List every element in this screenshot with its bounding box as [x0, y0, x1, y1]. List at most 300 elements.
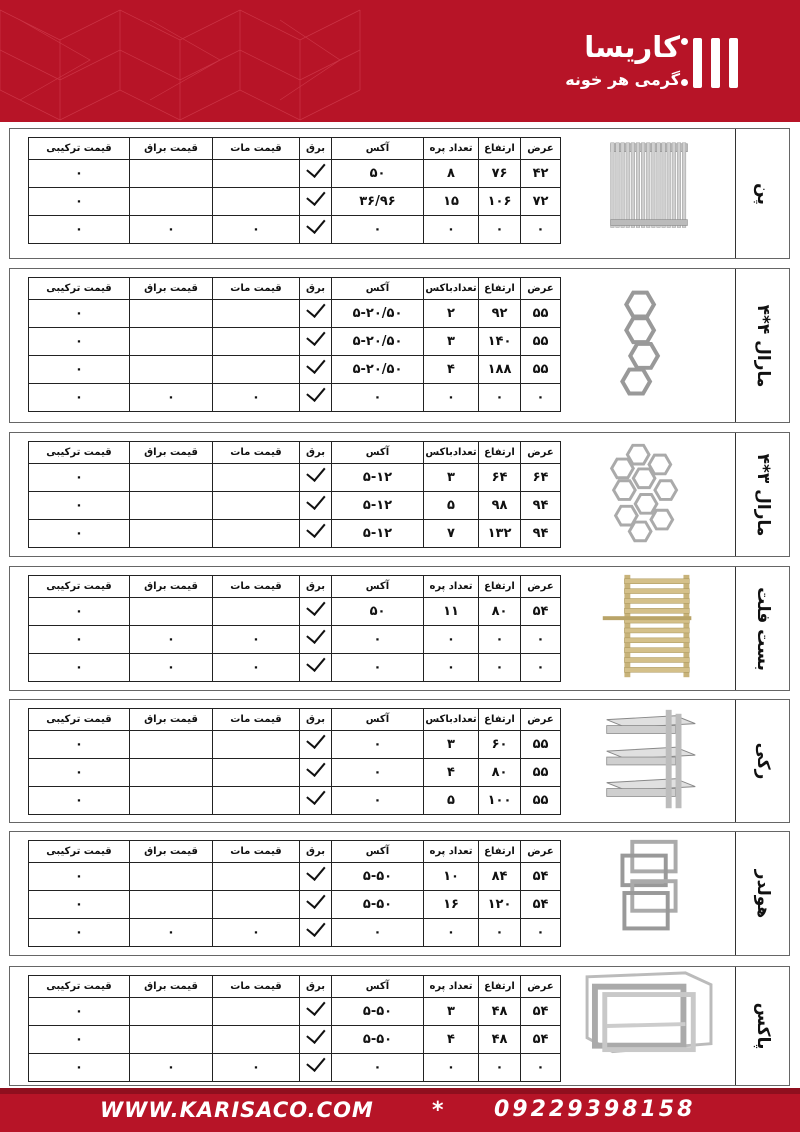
- table-cell: ۰: [213, 1054, 300, 1082]
- product-name-cell: [735, 967, 789, 1085]
- checkmark-icon: [300, 356, 332, 384]
- column-header: ارتفاع: [479, 442, 521, 464]
- table-cell: [213, 356, 300, 384]
- table-cell: ۵-۲۰/۵۰: [332, 356, 424, 384]
- checkmark-icon: [300, 787, 332, 815]
- checkmark-icon: [300, 328, 332, 356]
- spec-table: [28, 137, 561, 244]
- spec-table: [28, 441, 561, 548]
- column-header: قیمت براق: [130, 841, 213, 863]
- table-cell: [213, 891, 300, 919]
- table-cell: ۴: [424, 356, 479, 384]
- phone-number[interactable]: 09229398158: [494, 1097, 696, 1122]
- checkmark-icon: [306, 492, 325, 510]
- checkmark-icon: [306, 216, 325, 234]
- table-cell: ۱۵: [424, 188, 479, 216]
- table-cell: ۵: [424, 787, 479, 815]
- table-cell: [213, 300, 300, 328]
- table-cell: ۸۰: [479, 598, 521, 626]
- checkmark-icon: [306, 863, 325, 881]
- column-header: قیمت مات: [213, 576, 300, 598]
- table-cell: ۱۰۶: [479, 188, 521, 216]
- table-cell: ۵-۲۰/۵۰: [332, 300, 424, 328]
- column-header: ارتفاع: [479, 138, 521, 160]
- column-header: ارتفاع: [479, 976, 521, 998]
- checkmark-icon: [300, 998, 332, 1026]
- table-cell: ۵۴: [521, 998, 561, 1026]
- table-cell: ۰: [29, 520, 130, 548]
- table-cell: ۰: [521, 919, 561, 947]
- table-cell: [130, 188, 213, 216]
- spec-table: [28, 975, 561, 1082]
- checkmark-icon: [300, 891, 332, 919]
- column-header: قیمت ترکیبی: [29, 442, 130, 464]
- column-header: برق: [300, 576, 332, 598]
- column-header: قیمت ترکیبی: [29, 709, 130, 731]
- table-cell: [130, 863, 213, 891]
- table-row: [29, 759, 561, 787]
- table-cell: ۰: [29, 654, 130, 682]
- table-cell: ۰: [29, 216, 130, 244]
- table-cell: ۵۴: [521, 1026, 561, 1054]
- table-cell: ۹۲: [479, 300, 521, 328]
- checkmark-icon: [300, 654, 332, 682]
- table-cell: ۵۵: [521, 328, 561, 356]
- box-radiator-image: [566, 967, 734, 1085]
- column-header: قیمت مات: [213, 278, 300, 300]
- column-header: برق: [300, 442, 332, 464]
- column-header: ارتفاع: [479, 841, 521, 863]
- checkmark-icon: [300, 216, 332, 244]
- checkmark-icon: [306, 759, 325, 777]
- table-cell: ۰: [479, 919, 521, 947]
- table-cell: ۵۰: [332, 598, 424, 626]
- table-header-row: [29, 709, 561, 731]
- checkmark-icon: [300, 300, 332, 328]
- footer-separator: *: [432, 1098, 444, 1123]
- logo-dot-icon: [681, 79, 688, 86]
- table-cell: [213, 188, 300, 216]
- table-cell: ۵-۲۰/۵۰: [332, 328, 424, 356]
- table-cell: ۸: [424, 160, 479, 188]
- column-header: ارتفاع: [479, 278, 521, 300]
- checkmark-icon: [300, 863, 332, 891]
- table-row: [29, 216, 561, 244]
- checkmark-icon: [300, 520, 332, 548]
- table-cell: ۶۴: [479, 464, 521, 492]
- header-banner: [0, 0, 800, 122]
- table-cell: ۰: [29, 464, 130, 492]
- table-cell: ۵-۱۲: [332, 464, 424, 492]
- table-cell: ۰: [332, 216, 424, 244]
- table-cell: ۰: [521, 626, 561, 654]
- table-cell: ۰: [424, 919, 479, 947]
- column-header: قیمت براق: [130, 278, 213, 300]
- product-section: [9, 268, 790, 423]
- table-cell: [213, 464, 300, 492]
- table-cell: ۰: [332, 919, 424, 947]
- table-row: [29, 492, 561, 520]
- logo-dot-icon: [681, 38, 688, 45]
- table-cell: ۰: [29, 787, 130, 815]
- column-header: عرض: [521, 576, 561, 598]
- table-cell: ۵۵: [521, 731, 561, 759]
- table-cell: ۰: [424, 654, 479, 682]
- column-header: آکس: [332, 576, 424, 598]
- column-header: آکس: [332, 841, 424, 863]
- table-cell: ۵۴: [521, 863, 561, 891]
- table-cell: [213, 160, 300, 188]
- table-cell: ۵: [424, 492, 479, 520]
- checkmark-icon: [306, 160, 325, 178]
- column-header: آکس: [332, 138, 424, 160]
- checkmark-icon: [306, 520, 325, 538]
- column-header: برق: [300, 278, 332, 300]
- checkmark-icon: [300, 626, 332, 654]
- table-cell: [130, 1026, 213, 1054]
- column-header: تعدادباکس: [424, 442, 479, 464]
- table-cell: ۳: [424, 464, 479, 492]
- table-cell: ۰: [130, 654, 213, 682]
- column-header: قیمت ترکیبی: [29, 278, 130, 300]
- table-cell: ۰: [424, 384, 479, 412]
- product-section: [9, 966, 790, 1086]
- brand-logo: [538, 30, 738, 100]
- table-row: [29, 598, 561, 626]
- checkmark-icon: [300, 492, 332, 520]
- checkmark-icon: [306, 891, 325, 909]
- product-name: مارال ۳*۴: [752, 453, 773, 536]
- table-row: [29, 188, 561, 216]
- table-cell: ۶۰: [479, 731, 521, 759]
- spec-table: [28, 708, 561, 815]
- table-cell: ۳۶/۹۶: [332, 188, 424, 216]
- column-header: قیمت مات: [213, 709, 300, 731]
- table-cell: [213, 1026, 300, 1054]
- table-cell: ۰: [29, 626, 130, 654]
- column-header: قیمت براق: [130, 442, 213, 464]
- checkmark-icon: [300, 188, 332, 216]
- table-cell: ۰: [29, 891, 130, 919]
- table-row: [29, 384, 561, 412]
- column-header: عرض: [521, 442, 561, 464]
- table-cell: ۰: [29, 384, 130, 412]
- table-cell: ۰: [130, 384, 213, 412]
- table-row: [29, 998, 561, 1026]
- table-cell: ۰: [29, 1026, 130, 1054]
- table-cell: ۵۴: [521, 598, 561, 626]
- product-name: پاکس: [752, 1002, 773, 1050]
- product-section: [9, 831, 790, 956]
- checkmark-icon: [300, 759, 332, 787]
- table-cell: ۹۴: [521, 520, 561, 548]
- table-cell: ۹۴: [521, 492, 561, 520]
- checkmark-icon: [300, 919, 332, 947]
- table-cell: ۰: [130, 216, 213, 244]
- column-header: تعداد پره: [424, 576, 479, 598]
- product-section: [9, 699, 790, 823]
- column-header: قیمت براق: [130, 576, 213, 598]
- column-header: عرض: [521, 138, 561, 160]
- table-cell: ۰: [29, 998, 130, 1026]
- checkmark-icon: [306, 626, 325, 644]
- table-cell: ۵۰: [332, 160, 424, 188]
- column-header: عرض: [521, 841, 561, 863]
- column-header: برق: [300, 976, 332, 998]
- checkmark-icon: [306, 384, 325, 402]
- column-header: تعدادباکس: [424, 278, 479, 300]
- column-header: آکس: [332, 709, 424, 731]
- checkmark-icon: [306, 731, 325, 749]
- table-cell: [130, 328, 213, 356]
- table-cell: [130, 891, 213, 919]
- column-header: عرض: [521, 709, 561, 731]
- table-header-row: [29, 138, 561, 160]
- checkmark-icon: [306, 464, 325, 482]
- table-cell: ۰: [29, 1054, 130, 1082]
- column-header: تعداد پره: [424, 976, 479, 998]
- column-header: قیمت ترکیبی: [29, 976, 130, 998]
- table-cell: [213, 787, 300, 815]
- table-row: [29, 919, 561, 947]
- product-name-cell: [735, 832, 789, 955]
- table-cell: ۰: [479, 216, 521, 244]
- table-cell: [130, 300, 213, 328]
- checkmark-icon: [306, 998, 325, 1016]
- column-header: آکس: [332, 976, 424, 998]
- product-section: [9, 432, 790, 557]
- table-cell: ۸۰: [479, 759, 521, 787]
- table-header-row: [29, 841, 561, 863]
- column-header: قیمت براق: [130, 976, 213, 998]
- table-cell: ۵۵: [521, 356, 561, 384]
- table-cell: ۵۴: [521, 891, 561, 919]
- table-cell: [130, 356, 213, 384]
- checkmark-icon: [306, 328, 325, 346]
- table-cell: ۴۸: [479, 998, 521, 1026]
- table-cell: ۰: [424, 216, 479, 244]
- checkmark-icon: [306, 787, 325, 805]
- table-cell: ۰: [29, 759, 130, 787]
- spec-table: [28, 840, 561, 947]
- table-cell: [213, 863, 300, 891]
- table-cell: ۳: [424, 328, 479, 356]
- table-row: [29, 160, 561, 188]
- table-cell: [130, 998, 213, 1026]
- table-row: [29, 464, 561, 492]
- table-cell: [213, 328, 300, 356]
- table-cell: ۵-۵۰: [332, 891, 424, 919]
- checkmark-icon: [306, 919, 325, 937]
- table-cell: ۰: [332, 1054, 424, 1082]
- table-cell: ۴۲: [521, 160, 561, 188]
- table-cell: ۱۶: [424, 891, 479, 919]
- table-row: [29, 1054, 561, 1082]
- brand-name: کاریسا: [584, 30, 680, 64]
- table-cell: ۰: [424, 1054, 479, 1082]
- checkmark-icon: [306, 188, 325, 206]
- column-header: برق: [300, 138, 332, 160]
- product-section: [9, 128, 790, 259]
- table-header-row: [29, 576, 561, 598]
- checkmark-icon: [300, 1026, 332, 1054]
- table-cell: ۵-۵۰: [332, 998, 424, 1026]
- table-cell: ۵۵: [521, 300, 561, 328]
- table-cell: [213, 598, 300, 626]
- table-cell: [213, 998, 300, 1026]
- table-cell: [130, 520, 213, 548]
- table-cell: ۵۵: [521, 787, 561, 815]
- checkmark-icon: [306, 300, 325, 318]
- table-cell: [130, 464, 213, 492]
- product-name: رکی: [752, 742, 773, 780]
- column-header: عرض: [521, 976, 561, 998]
- checkmark-icon: [300, 464, 332, 492]
- table-cell: ۳: [424, 731, 479, 759]
- column-header: قیمت مات: [213, 138, 300, 160]
- table-cell: ۰: [213, 654, 300, 682]
- table-cell: ۰: [424, 626, 479, 654]
- column-header: قیمت ترکیبی: [29, 841, 130, 863]
- table-cell: ۰: [213, 384, 300, 412]
- hexagon-radiator-image: [566, 269, 734, 422]
- table-cell: ۰: [479, 626, 521, 654]
- product-section: [9, 566, 790, 691]
- column-header: ارتفاع: [479, 576, 521, 598]
- table-cell: ۶۴: [521, 464, 561, 492]
- table-cell: [213, 731, 300, 759]
- table-row: [29, 787, 561, 815]
- table-cell: ۴: [424, 1026, 479, 1054]
- table-cell: [213, 492, 300, 520]
- table-cell: ۰: [130, 919, 213, 947]
- holder-radiator-image: [566, 832, 734, 955]
- table-header-row: [29, 278, 561, 300]
- column-header: قیمت ترکیبی: [29, 576, 130, 598]
- table-row: [29, 626, 561, 654]
- table-cell: ۵۵: [521, 759, 561, 787]
- column-header: قیمت ترکیبی: [29, 138, 130, 160]
- column-header: قیمت براق: [130, 709, 213, 731]
- table-row: [29, 328, 561, 356]
- table-cell: [130, 598, 213, 626]
- table-cell: ۰: [521, 384, 561, 412]
- table-cell: ۰: [332, 759, 424, 787]
- table-cell: ۰: [29, 598, 130, 626]
- column-header: ارتفاع: [479, 709, 521, 731]
- column-header: تعداد پره: [424, 841, 479, 863]
- table-cell: ۱۰۰: [479, 787, 521, 815]
- table-cell: ۰: [29, 300, 130, 328]
- checkmark-icon: [300, 384, 332, 412]
- table-cell: ۴۸: [479, 1026, 521, 1054]
- table-cell: [130, 160, 213, 188]
- table-cell: [213, 520, 300, 548]
- product-name-cell: [735, 567, 789, 690]
- table-cell: ۰: [29, 863, 130, 891]
- product-name-cell: [735, 129, 789, 258]
- table-cell: ۴: [424, 759, 479, 787]
- hexagon-cluster-radiator-image: [566, 433, 734, 556]
- column-header: قیمت مات: [213, 841, 300, 863]
- column-header: عرض: [521, 278, 561, 300]
- table-cell: ۰: [130, 626, 213, 654]
- product-name-cell: [735, 433, 789, 556]
- table-cell: ۵-۱۲: [332, 492, 424, 520]
- table-cell: ۱۸۸: [479, 356, 521, 384]
- table-header-row: [29, 976, 561, 998]
- checkmark-icon: [306, 356, 325, 374]
- brand-tagline: گرمی هر خونه: [565, 70, 680, 89]
- checkmark-icon: [300, 731, 332, 759]
- checkmark-icon: [306, 654, 325, 672]
- table-cell: ۰: [479, 1054, 521, 1082]
- logo-bars-icon: [692, 38, 738, 88]
- table-row: [29, 863, 561, 891]
- table-cell: ۰: [479, 384, 521, 412]
- table-cell: ۰: [521, 1054, 561, 1082]
- table-cell: ۵-۵۰: [332, 863, 424, 891]
- flat-towel-rail-image: [566, 567, 734, 690]
- table-cell: ۰: [29, 160, 130, 188]
- table-cell: [130, 731, 213, 759]
- footer-banner: [0, 1088, 800, 1132]
- table-cell: ۸۴: [479, 863, 521, 891]
- table-cell: ۱۰: [424, 863, 479, 891]
- table-cell: [130, 492, 213, 520]
- table-cell: ۷: [424, 520, 479, 548]
- table-cell: ۰: [29, 356, 130, 384]
- table-header-row: [29, 442, 561, 464]
- table-cell: ۱۳۲: [479, 520, 521, 548]
- table-cell: ۱۱: [424, 598, 479, 626]
- product-name: هولدر: [752, 869, 773, 918]
- table-cell: ۰: [332, 626, 424, 654]
- checkmark-icon: [300, 598, 332, 626]
- table-cell: [130, 759, 213, 787]
- column-header: قیمت مات: [213, 442, 300, 464]
- checkmark-icon: [306, 598, 325, 616]
- column-header: تعداد پره: [424, 138, 479, 160]
- table-row: [29, 1026, 561, 1054]
- spec-table: [28, 277, 561, 412]
- table-cell: ۳: [424, 998, 479, 1026]
- table-cell: ۰: [213, 216, 300, 244]
- table-cell: ۰: [213, 626, 300, 654]
- table-cell: [213, 759, 300, 787]
- table-cell: ۰: [521, 654, 561, 682]
- table-cell: ۰: [29, 492, 130, 520]
- table-cell: ۰: [29, 328, 130, 356]
- table-cell: ۲: [424, 300, 479, 328]
- table-row: [29, 731, 561, 759]
- table-cell: ۰: [29, 919, 130, 947]
- table-cell: ۰: [29, 188, 130, 216]
- table-cell: ۰: [332, 787, 424, 815]
- table-cell: ۹۸: [479, 492, 521, 520]
- table-row: [29, 520, 561, 548]
- table-cell: [130, 787, 213, 815]
- table-cell: ۱۲۰: [479, 891, 521, 919]
- column-header: قیمت مات: [213, 976, 300, 998]
- column-header: تعدادباکس: [424, 709, 479, 731]
- product-name-cell: [735, 700, 789, 822]
- table-cell: ۵-۵۰: [332, 1026, 424, 1054]
- column-header: آکس: [332, 442, 424, 464]
- table-row: [29, 356, 561, 384]
- table-cell: ۰: [521, 216, 561, 244]
- website-text[interactable]: WWW.KARISACO.COM: [100, 1098, 374, 1122]
